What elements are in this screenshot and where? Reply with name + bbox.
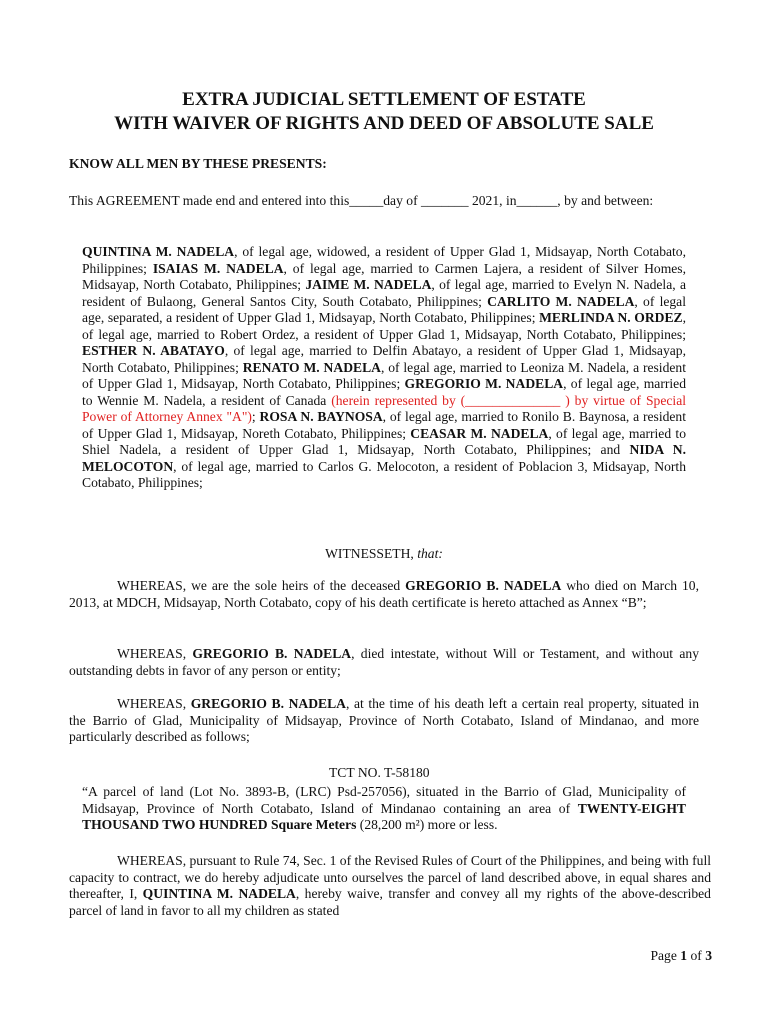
know-all-heading: KNOW ALL MEN BY THESE PRESENTS: (69, 156, 327, 171)
whereas-rule74-paragraph: WHEREAS, pursuant to Rule 74, Sec. 1 of the Revised Rules of Court of the Philippines, and being with full capacity to contract, we do hereby adjudicate unto ourselves the parcel of land described above, in equal shares and thereafter, I, QUINTINA M. NADELA, hereby waive, transfer and convey all my rights of the above-described parcel of land in favor to all my children as stated (69, 853, 711, 918)
party-details: , of legal age, married to Evelyn N. Nadela, a resident of Bulaong, General Santos City, South Cotabato, Philippines; (82, 277, 686, 309)
witnesseth-heading: WITNESSETH, that: (325, 546, 443, 561)
party-name: ISAIAS M. NADELA (152, 260, 284, 276)
party-details: , of legal age, married to Robert Ordez, a resident of Upper Glad 1, Midsayap, North Cotabato, Philippines; (82, 310, 686, 342)
party-details: ; (251, 409, 260, 424)
tct-number: TCT NO. T-58180 (329, 765, 430, 780)
party-name: CEASAR M. NADELA (410, 425, 549, 441)
party-name: NIDA N. MELOCOTON (82, 442, 687, 474)
party-details: , of legal age, married to Leoniza M. Nadela, a resident of Upper Glad 1, Midsayap, North Cotabato, Philippines; (82, 359, 686, 391)
decedent-name: GREGORIO B. NADELA (405, 578, 562, 593)
party-details: , of legal age, married to Delfin Abatayo, a resident of Upper Glad 1, Midsayap, North Cotabato, Philippines; (82, 343, 686, 375)
whereas-property-paragraph: WHEREAS, GREGORIO B. NADELA, at the time of his death left a certain real property, situated in the Barrio of Glad, Municipality of Midsayap, Province of North Cotabato, Island of Mindanao, and more particularly described as follows; (69, 696, 700, 744)
area-in-words: TWENTY-EIGHT THOUSAND TWO HUNDRED Square Meters (82, 800, 686, 832)
whereas-intestate-paragraph: WHEREAS, GREGORIO B. NADELA, died intestate, without Will or Testament, and without any outstanding debts in favor of any person or entity; (69, 646, 699, 678)
party-name: GREGORIO M. NADELA (404, 376, 564, 391)
title-line-1: EXTRA JUDICIAL SETTLEMENT OF ESTATE (182, 89, 586, 110)
party-details: , of legal age, married to Shiel Nadela, a resident of Upper Glad 1, Midsayap, North Cotabato, Philippines; and (82, 425, 686, 457)
party-name: ROSA N. BAYNOSA (259, 409, 383, 424)
party-details: , of legal age, separated, a resident of Upper Glad 1, Midsayap, North Cotabato, Philippines; (82, 293, 686, 325)
decedent-name: GREGORIO B. NADELA (190, 696, 346, 711)
party-name: CARLITO M. NADELA (487, 293, 635, 309)
parties-paragraph (82, 244, 686, 492)
party-name: QUINTINA M. NADELA (82, 244, 235, 259)
party-name: JAIME M. NADELA (305, 277, 432, 292)
current-page: 1 (680, 948, 688, 963)
party-name: ESTHER N. ABATAYO (82, 343, 225, 358)
party-details: , of legal age, married to Carmen Lajera, a resident of Silver Homes, Midsayap, North Cotabato, Philippines; (82, 260, 686, 292)
whereas-heirs-paragraph: WHEREAS, we are the sole heirs of the deceased GREGORIO B. NADELA who died on March 10, 2013, at MDCH, Midsayap, North Cotabato, copy of his death certificate is hereto attached as Annex “B”; (69, 578, 699, 610)
agreement-paragraph: This AGREEMENT made end and entered into this_____day of _______ 2021, in______, by and between: (69, 193, 654, 208)
party-details: , of legal age, married to Wennie M. Nadela, a resident of Canada (82, 376, 687, 408)
representation-note: (herein represented by (______________ ) by virtue of Special Power of Attorney Annex "A") (82, 392, 686, 424)
page-footer: Page 1 of 3 (650, 948, 712, 963)
waiving-party-name: QUINTINA M. NADELA (142, 886, 296, 901)
decedent-name: GREGORIO B. NADELA (192, 646, 352, 661)
party-details: , of legal age, married to Carlos G. Melocoton, a resident of Poblacion 3, Midsayap, North Cotabato, Philippines; (82, 458, 686, 490)
title-line-2: WITH WAIVER OF RIGHTS AND DEED OF ABSOLUTE SALE (114, 113, 654, 134)
parcel-description: “A parcel of land (Lot No. 3893-B, (LRC) Psd-257056), situated in the Barrio of Glad, Municipality of Midsayap, Province of North Cotabato, Island of Mindanao containing an area of TWENTY-EIGHT THOUSAND TWO HUNDRED Square Meters (28,200 m²) more or less. (82, 784, 686, 832)
party-details: , of legal age, married to Ronilo B. Baynosa, a resident of Upper Glad 1, Midsayap, Noreth Cotabato, Philippines; (82, 409, 687, 441)
total-pages: 3 (705, 948, 712, 963)
party-name: MERLINDA N. ORDEZ (539, 310, 683, 325)
party-details: , of legal age, widowed, a resident of Upper Glad 1, Midsayap, North Cotabato, Philippines; (82, 244, 686, 276)
party-name: RENATO M. NADELA (242, 359, 381, 375)
